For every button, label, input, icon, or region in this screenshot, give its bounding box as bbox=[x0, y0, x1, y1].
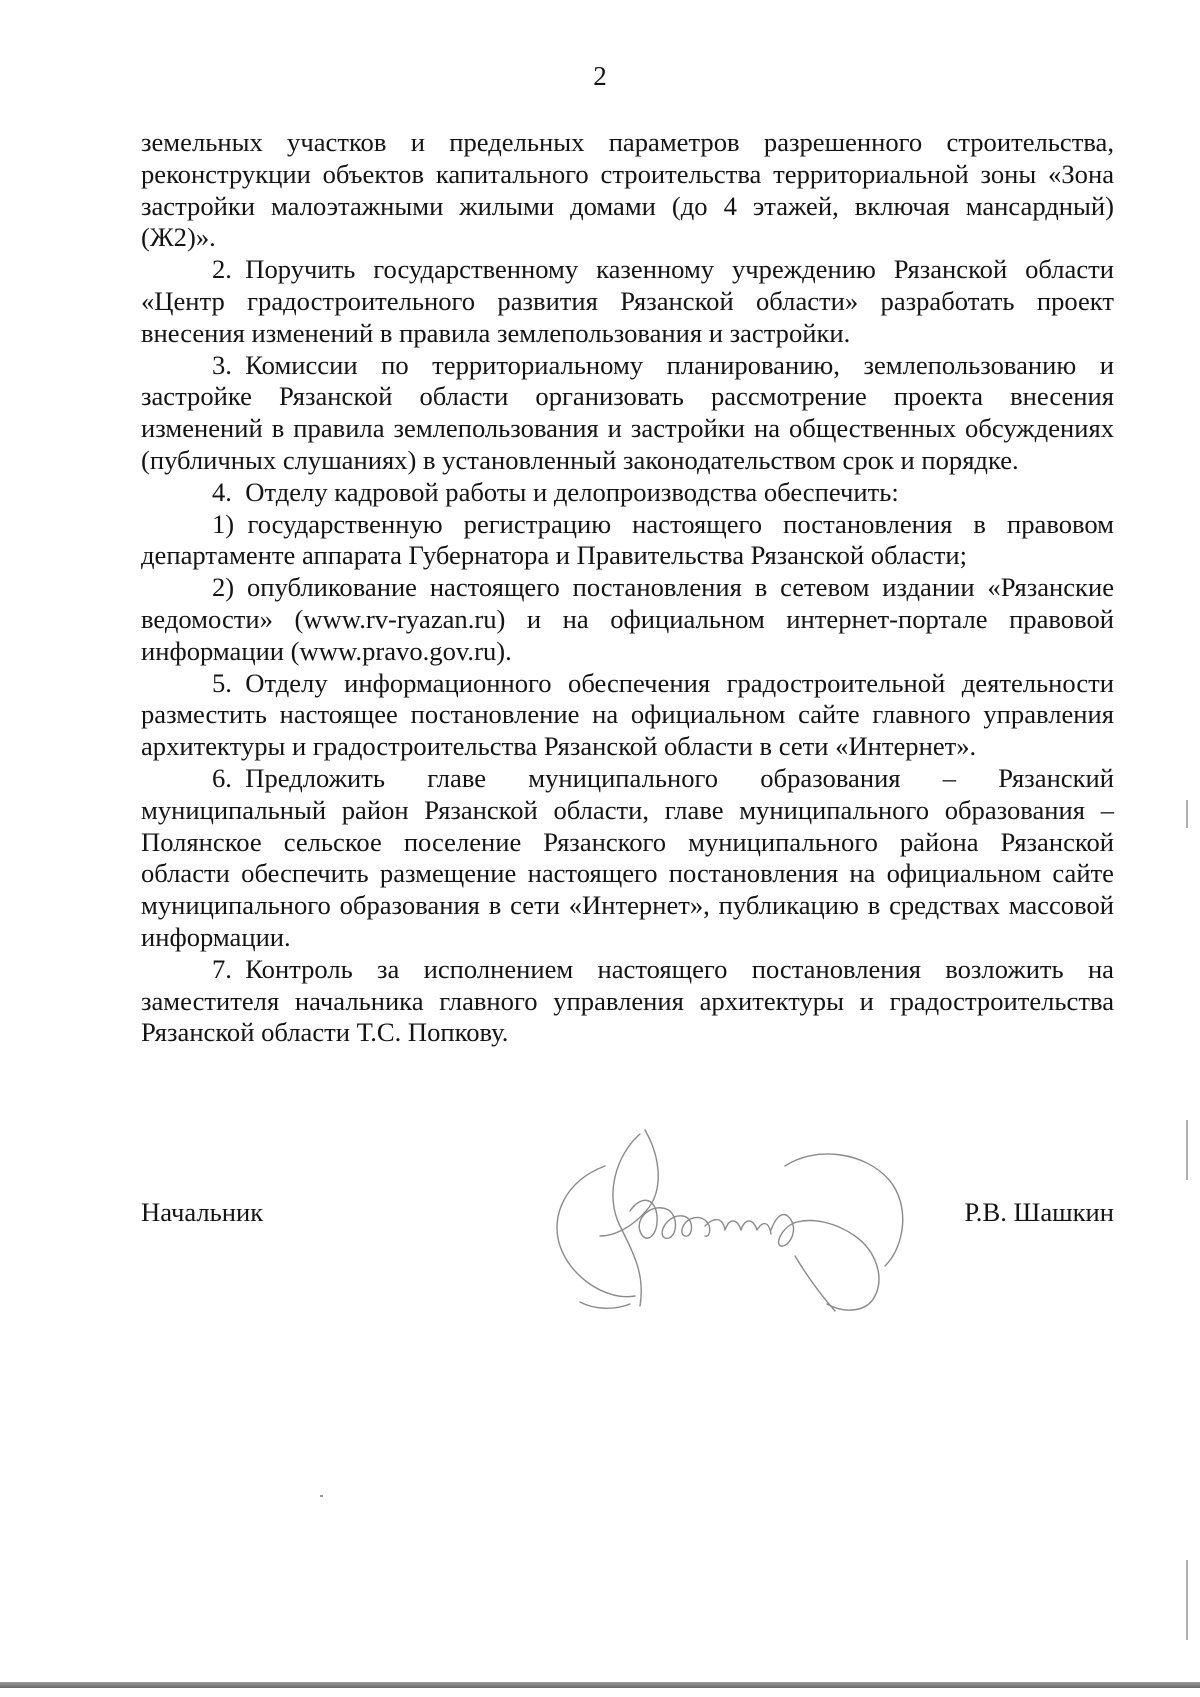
scan-bottom-edge bbox=[0, 1682, 1200, 1688]
paragraph-item-3: 3. Комиссии по территориальному планированию, землепользованию и застройке Рязанской области организовать рассмотрение проекта внесения изменений в правила землепользования и застройки на общественных обсуждениях (публичных слушаниях) в установленный законодательством срок и порядке. bbox=[141, 349, 1114, 475]
paragraph-item-5: 5. Отделу информационного обеспечения градостроительной деятельности разместить настоящее постановление на официальном сайте главного управления архитектуры и градостроительства Рязанской области в сети «Интернет». bbox=[141, 667, 1114, 762]
scan-edge-mark bbox=[1186, 1120, 1188, 1180]
scan-artifact bbox=[320, 1495, 323, 1497]
scan-edge-mark bbox=[1186, 800, 1188, 828]
signatory-name: Р.В. Шашкин bbox=[964, 1197, 1114, 1227]
paragraph-item-7: 7. Контроль за исполнением настоящего постановления возложить на заместителя начальника главного управления архитектуры и градостроительства Рязанской области Т.С. Попкову. bbox=[141, 953, 1114, 1048]
paragraph-subitem-2: 2) опубликование настоящего постановления в сетевом издании «Рязанские ведомости» (www.rv-ryazan.ru) и на официальном интернет-портале правовой информации (www.pravo.gov.ru). bbox=[141, 572, 1114, 666]
paragraph-item-2: 2. Поручить государственному казенному учреждению Рязанской области «Центр градостроительного развития Рязанской области» разработать проект внесения изменений в правила землепользования и застройки. bbox=[141, 254, 1114, 348]
page-number: 2 bbox=[593, 61, 607, 91]
signature-block bbox=[141, 1196, 1114, 1236]
scan-edge-mark bbox=[1186, 1560, 1188, 1640]
document-body bbox=[141, 127, 1114, 1049]
signatory-position: Начальник bbox=[141, 1197, 264, 1227]
paragraph-item-4: 4. Отделу кадровой работы и делопроизводства обеспечить: bbox=[212, 476, 899, 507]
paragraph-item-6: 6. Предложить главе муниципального образования – Рязанский муниципальный район Рязанской области, главе муниципального образования – Полянское сельское поселение Рязанского муниципального района Рязанской области обеспечить размещение настоящего постановления на официальном сайте муниципального образования в сети «Интернет», публикацию в средствах массовой информации. bbox=[141, 762, 1114, 952]
paragraph-continuation: земельных участков и предельных параметров разрешенного строительства, реконструкции объектов капитального строительства территориальной зоны «Зона застройки малоэтажными жилыми домами (до 4 этажей, включая мансардный) (Ж2)». bbox=[141, 127, 1114, 253]
paragraph-subitem-1: 1) государственную регистрацию настоящего постановления в правовом департаменте аппарата Губернатора и Правительства Рязанской области; bbox=[141, 508, 1114, 571]
